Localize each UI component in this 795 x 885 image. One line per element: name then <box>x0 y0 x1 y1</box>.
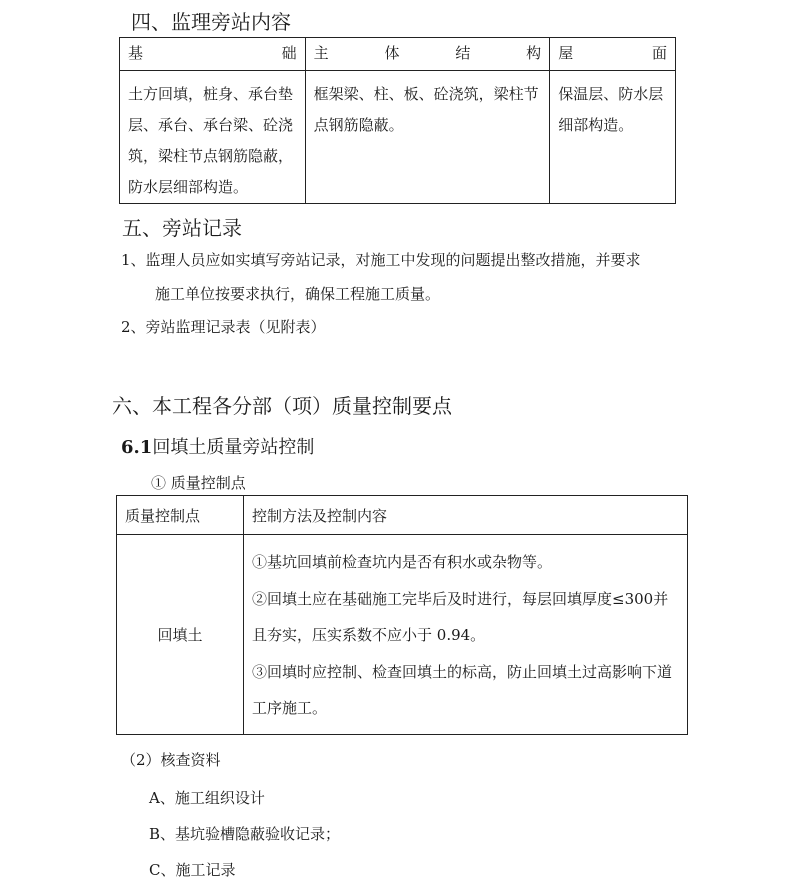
header-main-structure <box>306 38 550 69</box>
supervision-content-table <box>119 37 676 204</box>
cell-roof: 保温层、防水层细部构造。 <box>550 71 676 204</box>
subsection-number: 6.1 <box>121 437 153 458</box>
header-control-method: 控制方法及控制内容 <box>244 496 688 535</box>
header-foundation <box>120 38 305 69</box>
header-roof <box>550 38 675 69</box>
quality-control-table <box>116 495 688 735</box>
record-item-2: 2、旁站监理记录表（见附表） <box>121 318 326 336</box>
row-label-backfill: 回填土 <box>117 535 244 735</box>
subsection-title: 回填土质量旁站控制 <box>152 437 315 458</box>
header-char: 面 <box>651 44 667 62</box>
header-cell-main-structure <box>305 38 550 71</box>
header-char: 体 <box>384 44 400 62</box>
record-item-1-line-2: 施工单位按要求执行，确保工程施工质量。 <box>155 285 441 303</box>
header-char: 基 <box>128 44 144 62</box>
cell-foundation: 土方回填，桩身、承台垫层、承台、承台梁、砼浇筑，梁柱节点钢筋隐蔽，防水层细部构造。 <box>120 71 306 204</box>
section-5-heading: 五、旁站记录 <box>122 216 242 240</box>
quality-control-point-label: ① 质量控制点 <box>151 474 246 492</box>
header-cell-foundation <box>120 38 306 71</box>
check-docs-label: （2）核查资料 <box>121 751 221 769</box>
header-char: 结 <box>455 44 471 62</box>
header-char: 屋 <box>558 44 574 62</box>
check-item: C、施工记录 <box>149 861 236 879</box>
control-content <box>244 535 688 735</box>
control-line-1: ①基坑回填前检查坑内是否有积水或杂物等。 <box>252 553 553 571</box>
header-char: 础 <box>281 44 297 62</box>
subsection-6-1-title <box>121 433 314 459</box>
check-item: A、施工组织设计 <box>149 789 265 807</box>
table-row <box>120 71 676 204</box>
header-cell-roof <box>550 38 676 71</box>
header-char: 主 <box>313 44 329 62</box>
cell-main-structure: 框架梁、柱、板、砼浇筑，梁柱节点钢筋隐蔽。 <box>305 71 550 204</box>
header-char: 构 <box>526 44 542 62</box>
control-line-2: ②回填土应在基础施工完毕后及时进行，每层回填厚度≤300并且夯实，压实系数不应小于 0.94。 <box>252 589 669 644</box>
record-item-1-line-1: 1、监理人员应如实填写旁站记录，对施工中发现的问题提出整改措施，并要求 <box>121 251 641 269</box>
section-4-heading: 四、监理旁站内容 <box>131 10 291 34</box>
table-header-row <box>117 496 688 535</box>
check-item: B、基坑验槽隐蔽验收记录； <box>149 825 341 843</box>
table-row <box>117 535 688 735</box>
control-line-3: ③回填时应控制、检查回填土的标高，防止回填土过高影响下道工序施工。 <box>252 662 673 717</box>
section-6-heading: 六、本工程各分部（项）质量控制要点 <box>112 394 452 418</box>
table-header-row <box>120 38 676 71</box>
header-control-point: 质量控制点 <box>117 496 244 535</box>
